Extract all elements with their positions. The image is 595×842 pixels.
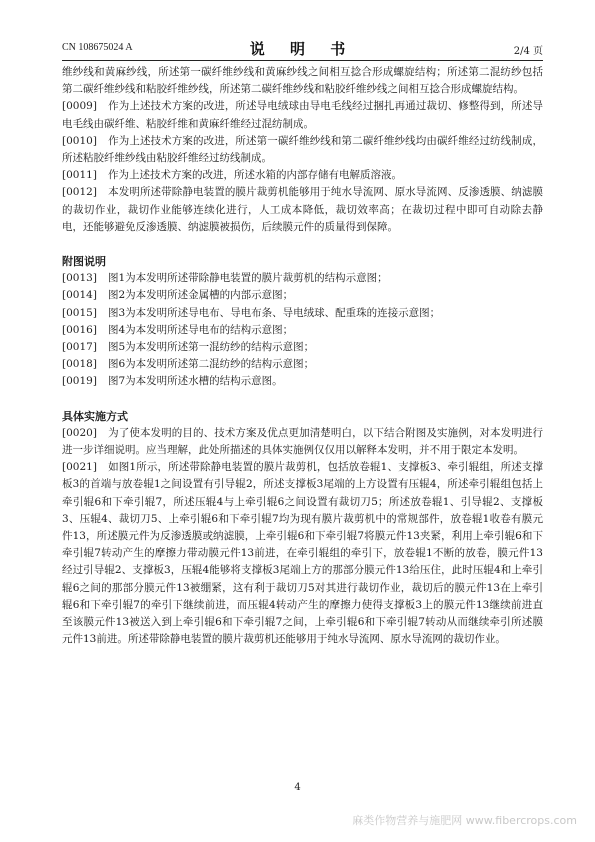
paragraph-text: 图6为本发明所述第二混纺纱的结构示意图； — [108, 358, 315, 371]
paragraph — [62, 339, 543, 356]
paragraph-number: [0017] — [62, 341, 97, 354]
paragraph-number: [0020] — [62, 426, 97, 439]
paragraph — [62, 167, 543, 184]
header-divider — [62, 60, 543, 61]
paragraph-text: 图4为本发明所述导电布的结构示意图； — [108, 323, 294, 336]
document-body — [62, 64, 543, 649]
section-heading-figures: 附图说明 — [62, 255, 106, 269]
paragraph — [62, 98, 543, 132]
paragraph — [62, 356, 543, 373]
page-header — [62, 40, 543, 56]
paragraph-text: 图3为本发明所述导电布、导电布条、导电绒球、配重珠的连接示意图； — [108, 306, 441, 319]
paragraph-number: [0011] — [62, 169, 97, 182]
paragraph-number: [0013] — [62, 272, 97, 285]
paragraph-text: 作为上述技术方案的改进，所述第一碳纤维纱线和第二碳纤维纱线均由碳纤维经过纺线制成，所述粘胶纤维纱线由粘胶纤维经过纺线制成。 — [62, 134, 543, 165]
paragraph — [62, 270, 543, 287]
paragraph-text: 图5为本发明所述第一混纺纱的结构示意图； — [108, 341, 315, 354]
section-heading-implementation: 具体实施方式 — [62, 409, 128, 423]
paragraph-number: [0016] — [62, 323, 97, 336]
page-number: 4 — [294, 782, 301, 793]
paragraph-number: [0010] — [62, 134, 97, 147]
watermark: 麻类作物营养与施肥网 www.fibercrops.com — [352, 814, 577, 827]
paragraph-group-b — [62, 425, 543, 649]
paragraph-text: 图7为本发明所述水槽的结构示意图。 — [108, 375, 283, 388]
paragraph-text: 作为上述技术方案的改进，所述导电绒球由导电毛线经过捆扎再通过裁切、修整得到，所述导电毛线由碳纤维、粘胶纤维和黄麻纤维经过混纺制成。 — [62, 100, 543, 130]
paragraph-text: 为了使本发明的目的、技术方案及优点更加清楚明白，以下结合附图及实施例，对本发明进行进一步详细说明。应当理解，此处所描述的具体实施例仅仅用以解释本发明，并不用于限定本发明。 — [62, 426, 543, 457]
continued-paragraph: 维纱线和黄麻纱线，所述第一碳纤维纱线和黄麻纱线之间相互捻合形成螺旋结构；所述第二混纺纱包括第二碳纤维纱线和粘胶纤维纱线，所述第二碳纤维纱线和粘胶纤维纱线之间相互捻合形成螺旋结构。 — [62, 66, 543, 96]
paragraph-text: 作为上述技术方案的改进，所述水箱的内部存储有电解质溶液。 — [108, 169, 402, 182]
page-ratio: 2/4 页 — [513, 46, 543, 57]
paragraph-text: 本发明所述带除静电装置的膜片裁剪机能够用于纯水导流网、原水导流网、反渗透膜、纳滤膜的裁切作业，裁切作业能够连续化进行，人工成本降低，裁切效率高；在裁切过程中即可自动除去静电，还能够避免反渗透膜、纳滤膜被损伤，后续膜元件的质量得到保障。 — [62, 186, 543, 233]
paragraph-number: [0019] — [62, 375, 97, 388]
paragraph — [62, 287, 543, 304]
paragraph-number: [0014] — [62, 289, 97, 302]
paragraph — [62, 373, 543, 390]
paragraph-number: [0009] — [62, 100, 97, 113]
paragraph — [62, 133, 543, 167]
paragraph — [62, 322, 543, 339]
paragraph-number: [0012] — [62, 186, 97, 199]
paragraph-text: 图2为本发明所述金属槽的内部示意图； — [108, 289, 294, 302]
paragraph — [62, 305, 543, 322]
document-title: 说 明 书 — [249, 40, 356, 58]
paragraph-number: [0015] — [62, 306, 97, 319]
paragraph-number: [0018] — [62, 358, 97, 371]
paragraph-text: 图1为本发明所述带除静电装置的膜片裁剪机的结构示意图； — [108, 272, 388, 285]
paragraph — [62, 425, 543, 459]
paragraph-text: 如图1所示，所述带除静电装置的膜片裁剪机，包括放卷辊1、支撑板3、牵引辊组，所述支撑板3的首端与放卷辊1之间设置有引导辊2，所述支撑板3尾端的上方设置有压辊4，所述牵引辊组包括上牵引辊6和下牵引辊7，所述压辊4与上牵引辊6之间设置有裁切刀5；所述放卷辊1、引导辊2、支撑板3、压辊4、裁切刀5、上牵引辊6和下牵引辊7均为现有膜片裁剪机中的常规部件，放卷辊1收卷有膜元件13，所述膜元件为反渗透膜或纳滤膜，上牵引辊6和下牵引辊7将膜元件13夹紧，利用上牵引辊6和下牵引辊7转动产生的摩擦力带动膜元件13前进，在牵引辊组的牵引下，放卷辊1不断的放卷，膜元件13经过引导辊2、支撑板3，压辊4能够将支撑板3尾端上方的那部分膜元件13给压住，此时压辊4和上牵引辊6之间的那部分膜元件13被绷紧，这有利于裁切刀5对其进行裁切作业，裁切后的膜元件13在上牵引辊6和下牵引辊7的牵引下继续前进，而压辊4转动产生的摩擦力使得支撑板3上的膜元件13继续前进直至该膜元件13被送入到上牵引辊6和下牵引辊7之间，上牵引辊6和下牵引辊7转动从而继续牵引所述膜元件13前进。所述带除静电装置的膜片裁剪机还能够用于纯水导流网、原水导流网的裁切作业。 — [62, 461, 543, 646]
patent-number: CN 108675024 A — [62, 42, 133, 53]
paragraph — [62, 459, 543, 648]
paragraph-group-a — [62, 98, 543, 236]
paragraph-number: [0021] — [62, 461, 97, 474]
figure-list — [62, 270, 543, 390]
paragraph — [62, 184, 543, 236]
